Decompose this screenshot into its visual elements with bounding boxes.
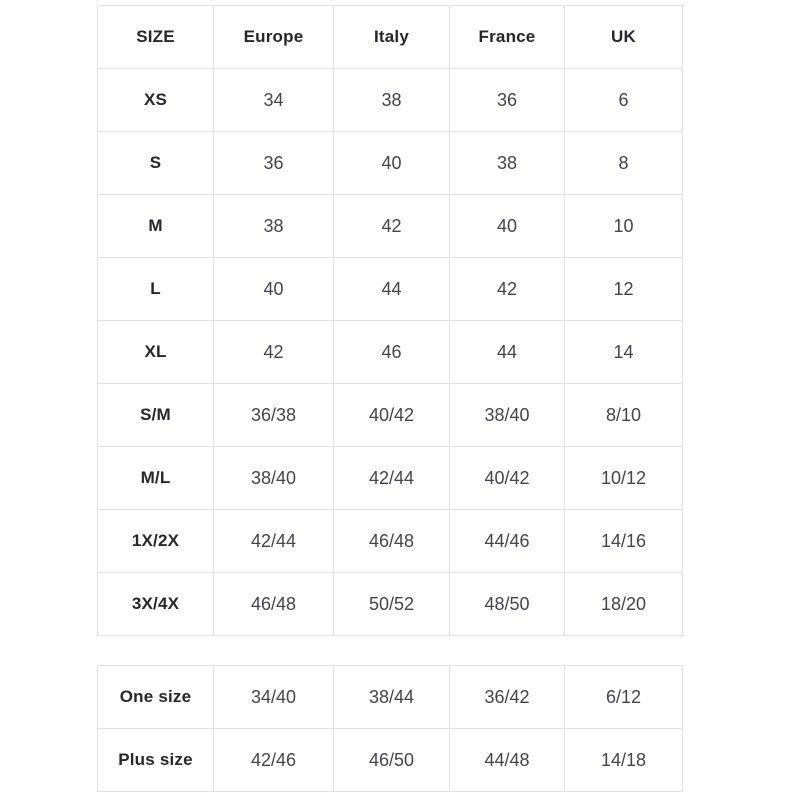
uk-value-cell: 6/12 <box>565 666 683 729</box>
italy-value-cell: 44 <box>334 258 450 321</box>
table-row-s <box>98 132 683 195</box>
size-label-cell: S/M <box>98 384 214 447</box>
size-label-cell: M <box>98 195 214 258</box>
france-value-cell: 36 <box>450 69 565 132</box>
size-label-cell: XL <box>98 321 214 384</box>
europe-value-cell: 34 <box>214 69 334 132</box>
uk-value-cell: 12 <box>565 258 683 321</box>
uk-value-cell: 10 <box>565 195 683 258</box>
italy-value-cell: 46 <box>334 321 450 384</box>
uk-value-cell: 18/20 <box>565 573 683 636</box>
france-value-cell: 48/50 <box>450 573 565 636</box>
europe-value-cell: 38 <box>214 195 334 258</box>
table-row-s-m <box>98 384 683 447</box>
size-conversion-table <box>97 5 683 636</box>
size-label-cell: Plus size <box>98 729 214 792</box>
column-header-uk: UK <box>565 6 683 69</box>
italy-value-cell: 40 <box>334 132 450 195</box>
europe-value-cell: 36/38 <box>214 384 334 447</box>
table-row-l <box>98 258 683 321</box>
italy-value-cell: 46/48 <box>334 510 450 573</box>
france-value-cell: 40 <box>450 195 565 258</box>
italy-value-cell: 46/50 <box>334 729 450 792</box>
uk-value-cell: 14/16 <box>565 510 683 573</box>
uk-value-cell: 10/12 <box>565 447 683 510</box>
table-row-xs <box>98 69 683 132</box>
column-header-france: France <box>450 6 565 69</box>
column-header-size: SIZE <box>98 6 214 69</box>
europe-value-cell: 42/44 <box>214 510 334 573</box>
size-label-cell: XS <box>98 69 214 132</box>
size-label-cell: 3X/4X <box>98 573 214 636</box>
table-row-3x-4x <box>98 573 683 636</box>
europe-value-cell: 36 <box>214 132 334 195</box>
italy-value-cell: 40/42 <box>334 384 450 447</box>
uk-value-cell: 14 <box>565 321 683 384</box>
table-row-one-size <box>98 666 683 729</box>
france-value-cell: 44/48 <box>450 729 565 792</box>
special-sizes-table <box>97 665 683 792</box>
size-label-cell: S <box>98 132 214 195</box>
france-value-cell: 44/46 <box>450 510 565 573</box>
table-row-m <box>98 195 683 258</box>
size-label-cell: 1X/2X <box>98 510 214 573</box>
table-row-m-l <box>98 447 683 510</box>
france-value-cell: 38/40 <box>450 384 565 447</box>
uk-value-cell: 8 <box>565 132 683 195</box>
column-header-europe: Europe <box>214 6 334 69</box>
italy-value-cell: 50/52 <box>334 573 450 636</box>
uk-value-cell: 14/18 <box>565 729 683 792</box>
france-value-cell: 44 <box>450 321 565 384</box>
uk-value-cell: 6 <box>565 69 683 132</box>
europe-value-cell: 38/40 <box>214 447 334 510</box>
europe-value-cell: 40 <box>214 258 334 321</box>
europe-value-cell: 34/40 <box>214 666 334 729</box>
uk-value-cell: 8/10 <box>565 384 683 447</box>
italy-value-cell: 38 <box>334 69 450 132</box>
europe-value-cell: 42 <box>214 321 334 384</box>
table-row-1x-2x <box>98 510 683 573</box>
size-label-cell: M/L <box>98 447 214 510</box>
france-value-cell: 38 <box>450 132 565 195</box>
europe-value-cell: 46/48 <box>214 573 334 636</box>
table-header-row <box>98 6 683 69</box>
column-header-italy: Italy <box>334 6 450 69</box>
france-value-cell: 36/42 <box>450 666 565 729</box>
size-label-cell: One size <box>98 666 214 729</box>
france-value-cell: 40/42 <box>450 447 565 510</box>
france-value-cell: 42 <box>450 258 565 321</box>
table-row-plus-size <box>98 729 683 792</box>
europe-value-cell: 42/46 <box>214 729 334 792</box>
size-label-cell: L <box>98 258 214 321</box>
italy-value-cell: 42/44 <box>334 447 450 510</box>
table-row-xl <box>98 321 683 384</box>
italy-value-cell: 42 <box>334 195 450 258</box>
italy-value-cell: 38/44 <box>334 666 450 729</box>
